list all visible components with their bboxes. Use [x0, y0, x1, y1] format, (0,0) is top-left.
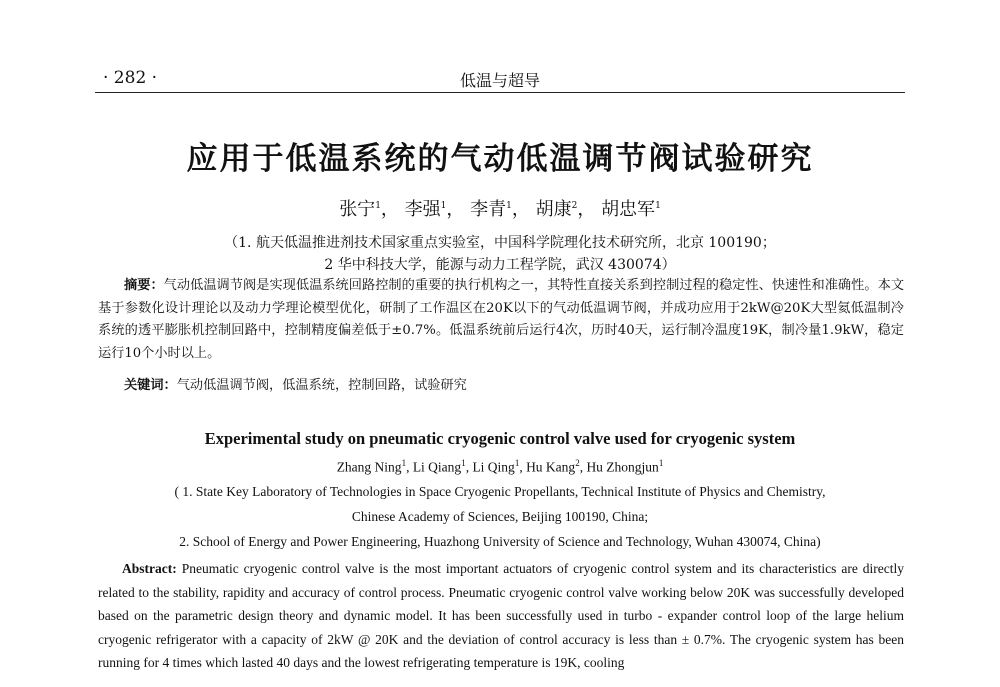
chinese-affiliation-1: （1. 航天低温推进剂技术国家重点实验室，中国科学院理化技术研究所，北京 100190；	[224, 235, 776, 251]
author-affiliation-mark: 1	[461, 458, 466, 468]
keywords-text: 气动低温调节阀，低温系统，控制回路，试验研究	[176, 378, 467, 393]
author-affiliation-mark: 1	[514, 458, 520, 468]
english-affiliation-3: 2. School of Energy and Power Engineering, Huazhong University of Science and Technology, Wuhan 430074, China)	[179, 534, 821, 549]
author-name: 胡康	[535, 199, 572, 220]
author-affiliation-mark: 1	[401, 458, 407, 468]
author-affiliation-mark: 1	[658, 458, 664, 468]
chinese-authors: 张宁$^1$， 李强$^1$， 李青$^1$， 胡康$^2$， 胡忠军$^1$	[339, 199, 661, 220]
author-name: Hu Kang	[526, 459, 576, 475]
author-name: 李青	[470, 199, 507, 220]
author-affiliation-mark: 1	[655, 201, 661, 211]
chinese-title: 应用于低温系统的气动低温调节阀试验研究	[186, 141, 814, 177]
abstract-text: Pneumatic cryogenic control valve is the most important actuators of cryogenic control system and its characteristics are directly related to the stability, rapidity and accuracy of control process. Pneumatic cryogenic control valve working below 20K was successfully developed based on the parametric design theory and dynamic model. It has been successfully used in turbo - expander control loop of the large helium cryogenic refrigerator with a capacity of 2kW @ 20K and the deviation of control accuracy is less than ± 0.7%. The cryogenic system has been running for 4 times which lasted 40 days and the lowest refrigerating temperature is 19K, cooling	[98, 561, 905, 671]
author-name: 张宁	[339, 199, 376, 220]
chinese-keywords	[124, 374, 467, 393]
english-title: Experimental study on pneumatic cryogenic control valve used for cryogenic system	[204, 429, 796, 448]
author-affiliation-mark: 1	[506, 201, 512, 211]
author-name: Li Qing	[472, 459, 515, 475]
journal-name: 低温与超导	[459, 71, 540, 90]
abstract-label: 摘要：	[124, 278, 164, 293]
english-authors: Zhang Ning$^1$, Li Qiang$^1$, Li Qing$^1$, Hu Kang$^2$, Hu Zhongjun$^1$	[336, 458, 664, 475]
english-affiliation-1: ( 1. State Key Laboratory of Technologies in Space Cryogenic Propellants, Technical Institute of Physics and Chemistry,	[174, 484, 826, 499]
author-name: 胡忠军	[601, 199, 656, 220]
chinese-affiliation-2: 2 华中科技大学，能源与动力工程学院，武汉 430074）	[324, 257, 676, 273]
author-name: Li Qiang	[412, 459, 462, 475]
english-abstract	[98, 557, 904, 675]
page-number: · 282 ·	[103, 68, 158, 88]
author-name: Hu Zhongjun	[586, 459, 659, 475]
running-header	[95, 68, 905, 93]
keywords-label: 关键词：	[124, 378, 177, 393]
abstract-label: Abstract:	[122, 561, 177, 576]
author-affiliation-mark: 2	[575, 458, 580, 468]
english-affiliation-2: Chinese Academy of Sciences, Beijing 100190, China;	[351, 509, 649, 524]
author-affiliation-mark: 2	[571, 201, 578, 211]
author-affiliation-mark: 1	[375, 201, 381, 211]
abstract-text: 气动低温调节阀是实现低温系统回路控制的重要的执行机构之一，其特性直接关系到控制过程的稳定性、快速性和准确性。本文基于参数化设计理论以及动力学理论模型优化，研制了工作温区在20K以下的气动低温调节阀，并成功应用于2kW@20K大型氦低温制冷系统的透平膨胀机控制回路中，控制精度偏差低于±0.7%。低温系统前后运行4次，历时40天，运行制冷温度19K，制冷量1.9kW，稳定运行10个小时以上。	[98, 278, 905, 361]
chinese-abstract	[98, 275, 904, 365]
author-affiliation-mark: 1	[440, 201, 447, 211]
author-name: 李强	[404, 199, 441, 220]
author-name: Zhang Ning	[336, 459, 402, 475]
